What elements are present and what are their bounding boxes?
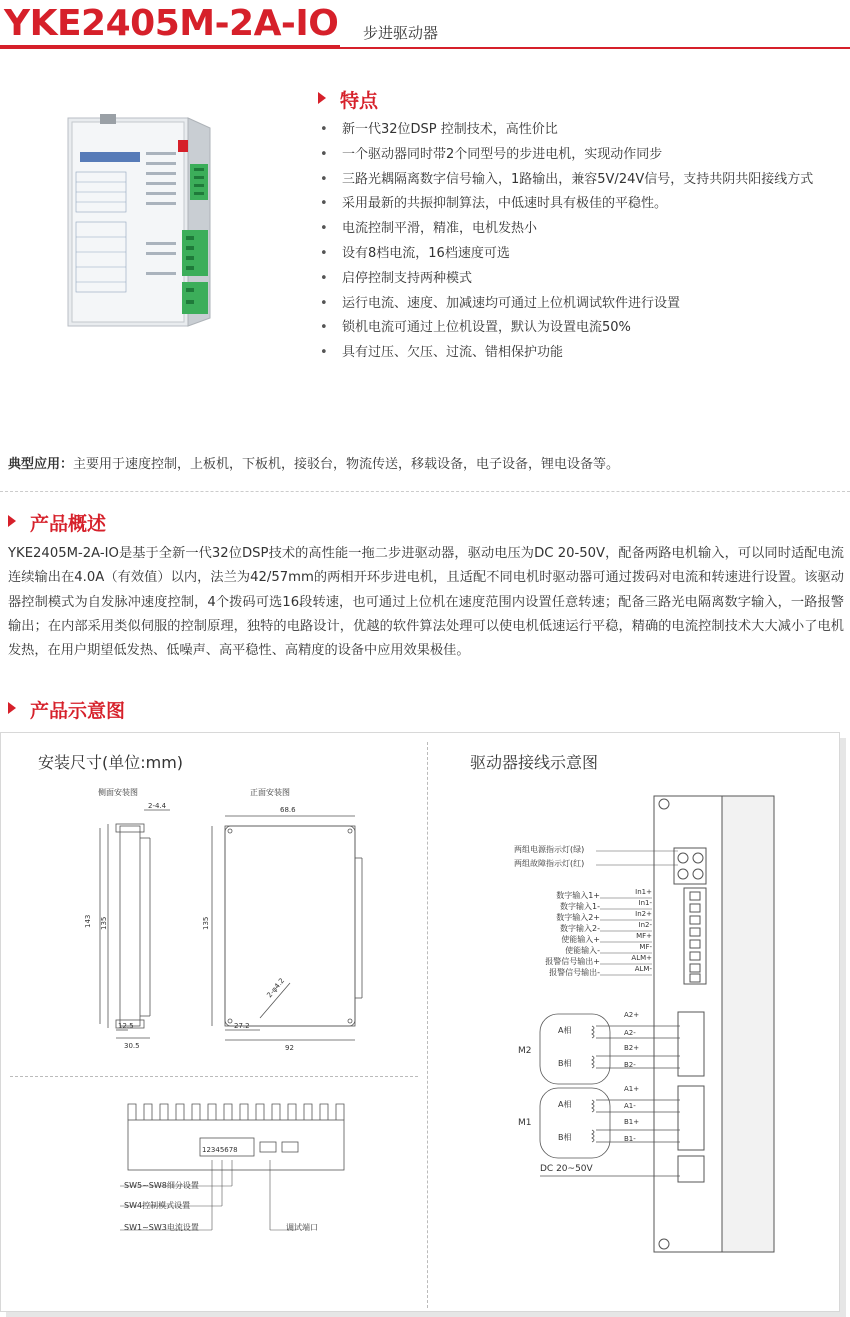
feature-item: • 运行电流、速度、加减速均可通过上位机调试软件进行设置 (318, 292, 848, 317)
side-view-label: 侧面安装图 (98, 788, 138, 797)
input-label: 报警信号输出+ (545, 957, 600, 966)
m2-pin: A2+ (624, 1011, 640, 1019)
input-label: 报警信号输出- (549, 968, 600, 977)
feature-item: • 锁机电流可通过上位机设置，默认为设置电流50% (318, 316, 848, 341)
m1-pin: A1- (624, 1102, 636, 1110)
feature-item: • 三路光耦隔离数字信号输入，1路输出，兼容5V/24V信号，支持共阴共阳接线方式 (318, 168, 848, 193)
application-line (8, 453, 619, 472)
dim-12.5: 12.5 (118, 1022, 134, 1030)
front-view-label: 正面安装图 (250, 788, 290, 797)
dim-27.2: 27.2 (234, 1022, 250, 1030)
m1-pin: B1+ (624, 1118, 640, 1126)
input-label: 使能输入- (565, 946, 600, 955)
wiring-title: 驱动器接线示意图 (470, 753, 599, 772)
diagram-title: 产品示意图 (30, 700, 126, 722)
features-marker-icon (318, 92, 326, 104)
feature-item: • 采用最新的共振抑制算法，中低速时具有极佳的平稳性。 (318, 192, 848, 217)
input-pin: In1- (638, 899, 652, 907)
m1-b-phase-label: B相 (558, 1133, 572, 1142)
feature-item: • 一个驱动器同时带2个同型号的步进电机，实现动作同步 (318, 143, 848, 168)
input-labels (520, 890, 600, 978)
sw4-label: SW4控制模式设置 (124, 1201, 191, 1210)
features-list (318, 118, 848, 366)
m1-a-phase-label: A相 (558, 1100, 572, 1109)
m2-pin: B2+ (624, 1044, 640, 1052)
dim-135-side: 135 (100, 916, 108, 930)
input-pin: MF+ (636, 932, 652, 940)
dim-68.6: 68.6 (280, 806, 296, 814)
product-model: YKE2405M-2A-IO (4, 3, 339, 44)
fault-led-label: 两组故障指示灯(红) (514, 859, 585, 868)
product-subtitle: 步进驱动器 (363, 24, 439, 42)
dim-92: 92 (285, 1044, 294, 1052)
input-pin: ALM- (634, 965, 652, 973)
application-text: 主要用于速度控制，上板机，下板机，接驳台，物流传送，移载设备，电子设备，锂电设备等。 (73, 457, 620, 472)
m2-pin: A2- (624, 1029, 636, 1037)
section-divider (0, 491, 850, 492)
product-photo (60, 112, 220, 332)
m2-b-phase-label: B相 (558, 1059, 572, 1068)
m2-pin: B2- (624, 1061, 636, 1069)
dim-2-phi-4.2: 2-φ4.2 (265, 976, 287, 1000)
application-label: 典型应用： (8, 457, 74, 472)
sw13-label: SW1~SW3电流设置 (124, 1223, 199, 1232)
dc-supply-label: DC 20~50V (540, 1164, 593, 1174)
m1-pin: B1- (624, 1135, 636, 1143)
dim-2-4.4: 2-4.4 (148, 802, 167, 810)
feature-item: • 具有过压、欠压、过流、错相保护功能 (318, 341, 848, 366)
dim-30.5: 30.5 (124, 1042, 140, 1050)
feature-item: • 设有8档电流，16档速度可选 (318, 242, 848, 267)
dim-143: 143 (84, 914, 92, 928)
input-label: 数字输入2- (560, 924, 600, 933)
input-pins (614, 887, 652, 975)
diagram-marker-icon (8, 702, 16, 714)
motor-drawing (530, 1010, 690, 1190)
debug-port-label: 调试端口 (286, 1223, 318, 1232)
features-title: 特点 (340, 90, 379, 112)
input-label: 使能输入+ (561, 935, 600, 944)
m1-pin: A1+ (624, 1085, 640, 1093)
dip-switch-numbers: 12345678 (202, 1146, 238, 1154)
input-pin: In1+ (635, 888, 652, 896)
m2-a-phase-label: A相 (558, 1026, 572, 1035)
motor-m2-label: M2 (518, 1046, 532, 1056)
install-drawing (80, 798, 370, 1058)
input-pin: In2- (638, 921, 652, 929)
power-led-label: 两组电源指示灯(绿) (514, 845, 585, 854)
feature-item: • 启停控制支持两种模式 (318, 267, 848, 292)
dim-135-front: 135 (202, 916, 210, 930)
input-pin: ALM+ (631, 954, 652, 962)
feature-item: • 电流控制平滑，精准，电机发热小 (318, 217, 848, 242)
feature-item: • 新一代32位DSP 控制技术，高性价比 (318, 118, 848, 143)
overview-title: 产品概述 (30, 513, 107, 535)
sw58-label: SW5~SW8细分设置 (124, 1181, 199, 1190)
input-label: 数字输入1+ (556, 891, 600, 900)
input-label: 数字输入1- (560, 902, 600, 911)
panel-divider-horizontal (10, 1076, 418, 1077)
input-label: 数字输入2+ (556, 913, 600, 922)
header-rule-accent (0, 45, 340, 49)
motor-m1-label: M1 (518, 1118, 532, 1128)
panel-divider-vertical (427, 742, 428, 1308)
install-title: 安装尺寸(单位:mm) (38, 753, 184, 772)
overview-text: YKE2405M-2A-IO是基于全新一代32位DSP技术的高性能一拖二步进驱动器，驱动电压为DC 20-50V，配备两路电机输入，可以同时适配电流连续输出在4.0A（有效值）以内，法兰为42/57mm的两相开环步进电机，且适配不同电机时驱动器可通过拨码对电流和转速进行设置。该驱动器控制模式为自发脉冲速度控制，4个拨码可选16段转速，也可通过上位机在速度范围内设置任意转速；配备三路光电隔离数字输入，一路报警输出；在内部采用类似伺服的控制原理，独特的电路设计，优越的软件算法处理可以使电机低速运行平稳，精确的电流控制技术大大减小了电机发热，在用户期望低发热、低噪声、高平稳性、高精度的设备中应用效果极佳。 (8, 546, 844, 659)
input-pin: In2+ (635, 910, 652, 918)
overview-marker-icon (8, 515, 16, 527)
input-pin: MF- (639, 943, 652, 951)
